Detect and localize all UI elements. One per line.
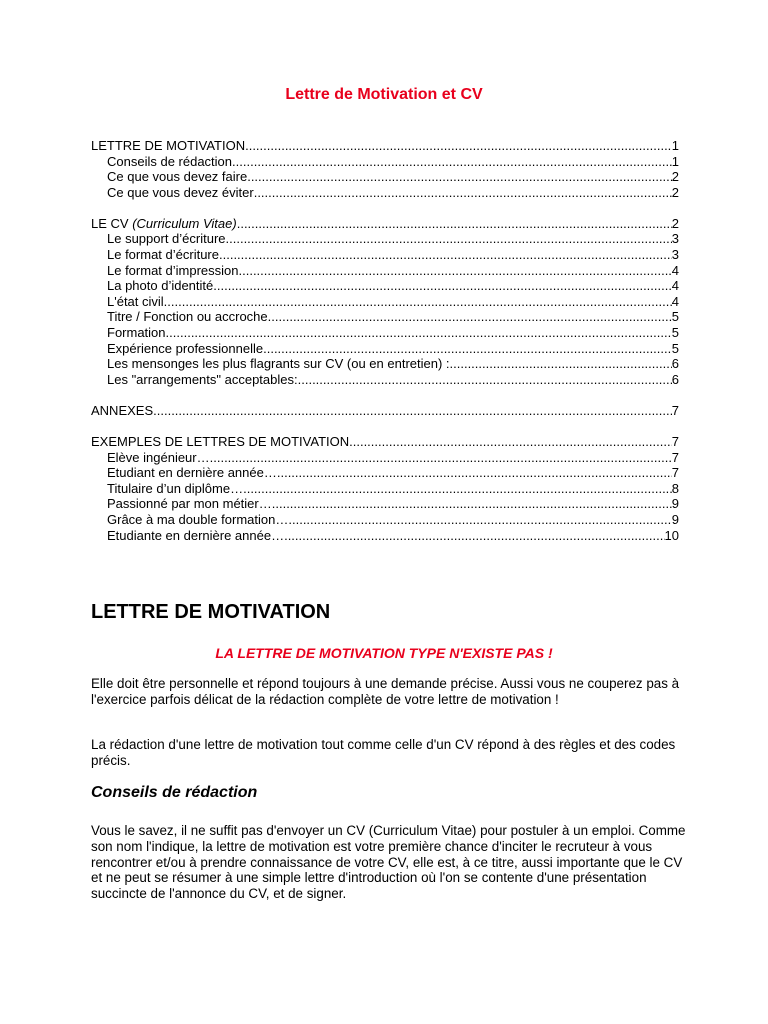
toc-subentry[interactable] — [91, 169, 679, 185]
toc-page-number: 1 — [671, 153, 679, 169]
toc-entry-text: Grâce à ma double formation… — [107, 511, 289, 527]
toc-entry-label — [91, 138, 245, 154]
toc-entry-label — [107, 247, 219, 263]
toc-entry-label — [107, 496, 272, 512]
toc-entry-label — [107, 372, 298, 388]
toc-entry-text: EXEMPLES DE LETTRES DE MOTIVATION — [91, 434, 350, 449]
toc-entry-text: L'état civil — [107, 293, 164, 309]
toc-page-number: 10 — [664, 527, 679, 543]
document-title: Lettre de Motivation et CV — [285, 86, 483, 103]
toc-page-number: 4 — [671, 262, 679, 278]
toc-leader-dots — [153, 403, 672, 419]
toc-page-number: 6 — [671, 356, 679, 372]
toc-leader-dots — [268, 309, 672, 325]
toc-page-number: 2 — [671, 169, 679, 185]
toc-entry-label — [107, 185, 254, 201]
toc-subentry[interactable] — [91, 185, 679, 201]
toc-leader-dots — [349, 434, 672, 450]
toc-leader-dots — [288, 512, 671, 528]
toc-entry-italic: (Curriculum Vitae) — [132, 215, 237, 231]
toc-subentry[interactable] — [91, 294, 679, 310]
toc-page-number: 4 — [671, 293, 679, 309]
toc-leader-dots — [166, 325, 672, 341]
toc-leader-dots — [237, 216, 672, 232]
toc-entry-label — [107, 169, 247, 185]
toc-entry[interactable] — [91, 216, 679, 232]
toc-leader-dots — [277, 465, 672, 481]
toc-entry-label — [107, 528, 284, 544]
toc-entry-label — [91, 434, 349, 450]
toc-entry-label — [107, 356, 450, 372]
toc-leader-dots — [298, 372, 672, 388]
toc-leader-dots — [245, 138, 672, 154]
toc-subentry[interactable] — [91, 309, 679, 325]
toc-leader-dots — [239, 263, 672, 279]
toc-entry-text: Le format d’écriture — [107, 247, 219, 263]
toc-entry[interactable] — [91, 403, 679, 419]
toc-entry-text: Le format d’impression — [107, 262, 239, 278]
toc-entry-text: LETTRE DE MOTIVATION — [91, 138, 246, 153]
toc-entry-text: Titulaire d’un diplôme… — [107, 480, 244, 496]
toc-leader-dots — [164, 294, 672, 310]
toc-page-number: 3 — [671, 247, 679, 263]
toc-page-number: 7 — [671, 402, 679, 418]
toc-subentry[interactable] — [91, 263, 679, 279]
toc-entry-label — [107, 341, 263, 357]
toc-entry-text: Conseils de rédaction — [107, 153, 233, 169]
toc-leader-dots — [210, 450, 672, 466]
toc-subentry[interactable] — [91, 528, 679, 544]
toc-entry-text: ANNEXES — [91, 402, 154, 418]
toc-subentry[interactable] — [91, 512, 679, 528]
toc-entry-text: Les mensonges les plus flagrants sur CV (ou en entretien) : — [107, 356, 450, 372]
toc-entry-text: Ce que vous devez faire — [107, 169, 248, 185]
toc-subentry[interactable] — [91, 372, 679, 388]
toc-subentry[interactable] — [91, 481, 679, 497]
toc-group — [91, 434, 679, 543]
toc-group — [91, 216, 679, 388]
toc-leader-dots — [254, 185, 672, 201]
toc-page-number: 8 — [671, 480, 679, 496]
toc-entry-label — [107, 512, 288, 528]
toc-entry-label — [107, 450, 210, 466]
toc-entry-text: Les "arrangements" acceptables: — [107, 371, 298, 387]
toc-page-number: 9 — [671, 496, 679, 512]
rules-paragraph: La rédaction d'une lettre de motivation tout comme celle d'un CV répond à des règles et des codes précis. — [91, 737, 676, 768]
toc-subentry[interactable] — [91, 325, 679, 341]
toc-leader-dots — [247, 169, 672, 185]
toc-subentry[interactable] — [91, 450, 679, 466]
toc-entry-label — [91, 403, 153, 419]
toc-leader-dots — [263, 341, 672, 357]
toc-page-number: 1 — [671, 138, 679, 153]
toc-leader-dots — [219, 247, 672, 263]
toc-subentry[interactable] — [91, 247, 679, 263]
toc-leader-dots — [284, 528, 664, 544]
toc-page-number: 2 — [671, 215, 679, 231]
toc-leader-dots — [213, 278, 672, 294]
toc-entry-text: Le support d’écriture — [107, 231, 226, 247]
toc-leader-dots — [243, 481, 672, 497]
toc-page-number: 3 — [671, 231, 679, 247]
toc-entry-text: Expérience professionnelle — [107, 340, 264, 356]
toc-group — [91, 138, 679, 200]
toc-page-number: 2 — [671, 184, 679, 200]
toc-page-number: 6 — [671, 371, 679, 387]
toc-entry-text: Titre / Fonction ou accroche — [107, 309, 268, 325]
toc-entry-text: La photo d’identité — [107, 278, 214, 294]
toc-page-number: 5 — [671, 325, 679, 341]
toc-page-number: 7 — [671, 449, 679, 465]
toc-entry-label — [107, 325, 166, 341]
advice-paragraph: Vous le savez, il ne suffit pas d'envoyer un CV (Curriculum Vitae) pour postuler à un emploi. Comme son nom l'indique, la lettre de motivation est votre première chance d'inciter le recruteur à vous rencontrer et/ou à prendre connaissance de votre CV, elle est, à ce titre, aussi importante que le CV et ne peut se résumer à une simple lettre d'introduction où l'on se contente d'une présentation succincte de l'annonce du CV, et de signer. — [91, 823, 686, 902]
toc-page-number: 7 — [671, 434, 679, 449]
toc-entry-text: Ce que vous devez éviter — [107, 184, 254, 200]
toc-page-number: 4 — [671, 278, 679, 294]
toc-page-number: 9 — [671, 511, 679, 527]
toc-leader-dots — [450, 356, 672, 372]
toc-entry-label — [107, 294, 164, 310]
toc-entry-label — [107, 309, 268, 325]
toc-entry-text: Passionné par mon métier… — [107, 496, 272, 512]
toc-entry[interactable] — [91, 138, 679, 154]
toc-entry-text: LE CV — [91, 215, 129, 231]
table-of-contents — [91, 138, 679, 559]
section-heading: LETTRE DE MOTIVATION — [91, 601, 331, 623]
toc-subentry[interactable] — [91, 278, 679, 294]
toc-subentry[interactable] — [91, 154, 679, 170]
toc-subentry[interactable] — [91, 465, 679, 481]
toc-entry-label — [107, 465, 277, 481]
toc-entry-label — [91, 216, 237, 232]
toc-entry-label — [107, 481, 243, 497]
toc-entry-text: Formation — [107, 325, 166, 341]
toc-page-number: 7 — [671, 465, 679, 481]
toc-group — [91, 403, 679, 419]
toc-entry-label — [107, 154, 232, 170]
subsection-heading: Conseils de rédaction — [91, 784, 258, 801]
toc-leader-dots — [232, 154, 672, 170]
toc-entry[interactable] — [91, 434, 679, 450]
toc-page-number: 5 — [671, 340, 679, 356]
toc-subentry[interactable] — [91, 496, 679, 512]
toc-entry-text: Etudiante en dernière année… — [107, 527, 285, 543]
toc-entry-label — [107, 263, 239, 279]
motto-banner: LA LETTRE DE MOTIVATION TYPE N'EXISTE PAS ! — [215, 645, 553, 661]
toc-subentry[interactable] — [91, 341, 679, 357]
toc-subentry[interactable] — [91, 231, 679, 247]
toc-entry-text: Etudiant en dernière année… — [107, 465, 277, 481]
toc-leader-dots — [226, 231, 672, 247]
toc-entry-label — [107, 278, 213, 294]
toc-subentry[interactable] — [91, 356, 679, 372]
toc-leader-dots — [272, 496, 672, 512]
toc-entry-text: Elève ingénieur… — [107, 449, 210, 465]
intro-paragraph: Elle doit être personnelle et répond toujours à une demande précise. Aussi vous ne couperez pas à l'exercice parfois délicat de la rédaction complète de votre lettre de motivation ! — [91, 676, 680, 707]
toc-entry-label — [107, 231, 226, 247]
toc-page-number: 5 — [671, 309, 679, 325]
